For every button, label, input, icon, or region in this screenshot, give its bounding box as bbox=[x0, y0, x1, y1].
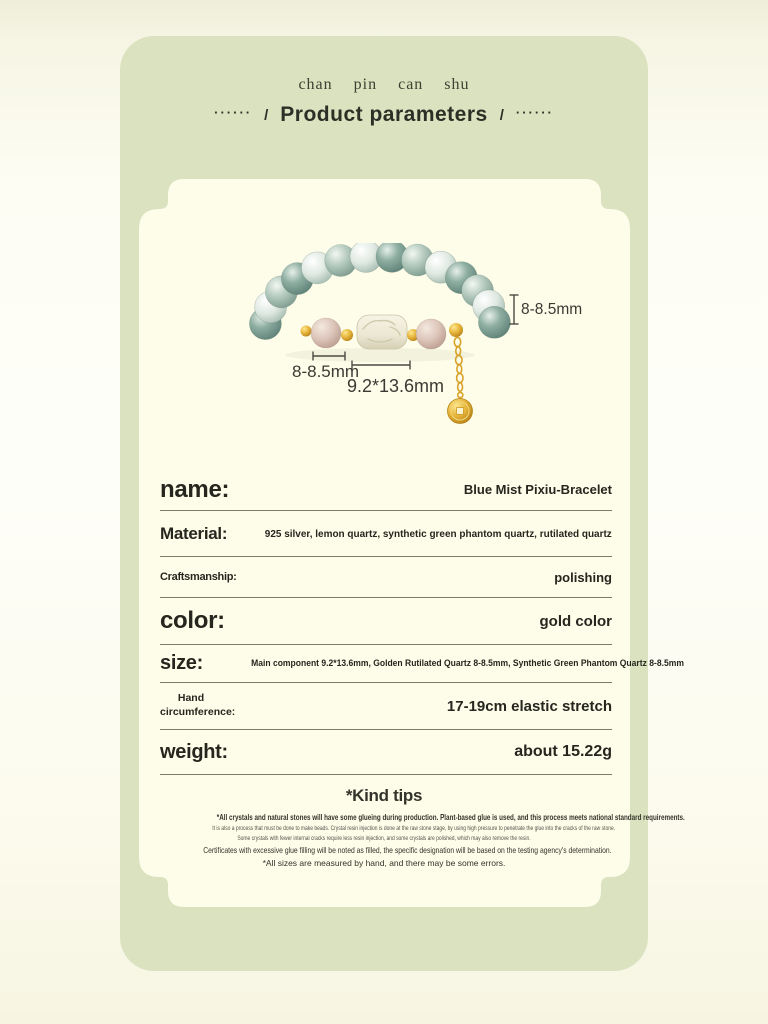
spec-row-craftsmanship bbox=[160, 557, 612, 598]
kind-tips-line: *All crystals and natural stones will have some glueing during production. Plant-based glue is used, and this process meets national standard requirements. bbox=[216, 812, 685, 822]
spec-label: name: bbox=[160, 475, 230, 503]
spec-value: 925 silver, lemon quartz, synthetic green phantom quartz, rutilated quartz bbox=[265, 527, 612, 540]
spec-value: polishing bbox=[554, 569, 612, 585]
gold-coin-charm bbox=[448, 399, 473, 424]
spec-row-hand-circumference bbox=[160, 683, 612, 730]
kind-tips bbox=[158, 786, 685, 871]
spec-table bbox=[160, 469, 684, 775]
rutilated-quartz-bead-right bbox=[416, 319, 446, 349]
bracelet-photo bbox=[230, 243, 590, 443]
pixiu-bead bbox=[357, 315, 407, 349]
measure-label-side-beads: 8-8.5mm bbox=[521, 301, 583, 318]
spec-value: Main component 9.2*13.6mm, Golden Rutilated Quartz 8-8.5mm, Synthetic Green Phantom Quartz 8-8.5mm bbox=[251, 658, 684, 669]
measure-bracket-vertical bbox=[510, 295, 519, 324]
left-dots-ornament: ······ bbox=[214, 104, 253, 120]
gold-spacer-bead bbox=[341, 329, 353, 341]
spec-label: color: bbox=[160, 607, 225, 634]
spec-row-size bbox=[160, 645, 684, 683]
spec-row-material bbox=[160, 511, 612, 557]
spec-row-weight bbox=[160, 730, 612, 775]
spec-label: Craftsmanship: bbox=[160, 571, 237, 583]
pinyin-caption: chan pin can shu bbox=[298, 76, 470, 93]
spec-label: Hand circumference: bbox=[160, 692, 236, 718]
kind-tips-line: Certificates with excessive glue filling will be noted as filled, the specific designation will be based on the testing agency's determination. bbox=[203, 845, 612, 856]
spec-value: about 15.22g bbox=[514, 743, 612, 760]
kind-tips-line: It is also a process that must be done to make beads. Crystal resin injection is done at the raw stone stage, by using high pressure to penetrate the glue into the cracks of the raw stone. bbox=[212, 825, 616, 833]
measure-label-main-component: 9.2*13.6mm bbox=[347, 376, 445, 396]
kind-tips-line: *All sizes are measured by hand, and there may be some errors. bbox=[262, 858, 506, 869]
gold-clasp-bead bbox=[449, 323, 463, 337]
page-title: Product parameters bbox=[280, 103, 488, 126]
kind-tips-title: *Kind tips bbox=[345, 786, 423, 805]
right-dots-ornament: ······ bbox=[515, 104, 554, 120]
spec-value: gold color bbox=[539, 612, 612, 630]
spec-value: Blue Mist Pixiu-Bracelet bbox=[463, 482, 612, 497]
spec-label: weight: bbox=[160, 740, 228, 763]
right-slash-ornament: / bbox=[499, 106, 504, 124]
gold-chain bbox=[454, 337, 463, 397]
spec-label: Material: bbox=[160, 523, 228, 543]
spec-label: size: bbox=[160, 652, 203, 674]
rutilated-quartz-bead-left bbox=[311, 318, 341, 348]
left-slash-ornament: / bbox=[264, 106, 269, 124]
spec-row-name bbox=[160, 469, 612, 511]
gold-spacer-bead bbox=[301, 326, 312, 337]
spec-value: 17-19cm elastic stretch bbox=[446, 697, 612, 715]
kind-tips-line: Some crystals with fewer internal cracks require less resin injection, and some crystals are polished, which may also remove the resin. bbox=[237, 835, 531, 843]
measure-label-small-beads: 8-8.5mm bbox=[292, 362, 360, 381]
spec-row-color bbox=[160, 598, 612, 645]
